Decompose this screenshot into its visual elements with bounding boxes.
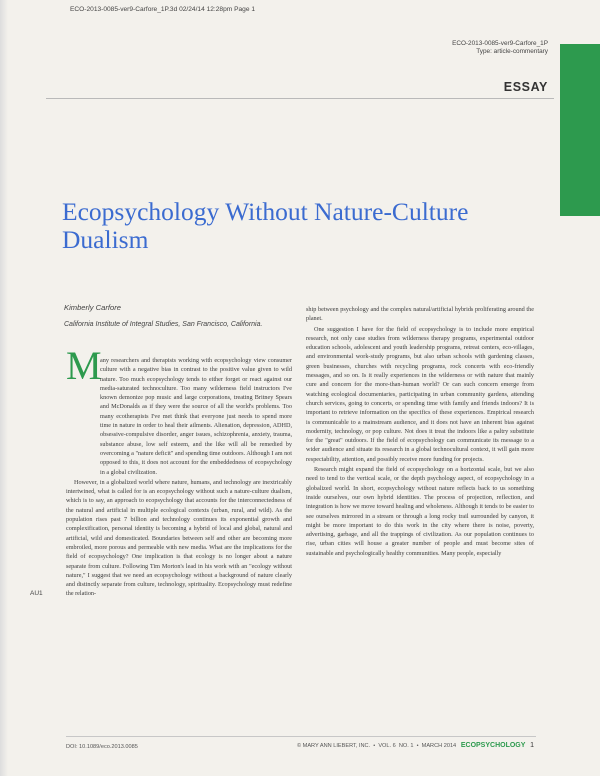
section-color-bar: [560, 44, 600, 216]
paragraph: ship between psychology and the complex natural/artificial hybrids proliferating around the planet.: [306, 306, 534, 323]
author-name: Kimberly Carfore: [64, 303, 121, 312]
paragraph: However, in a globalized world where nature, humans, and technology are inextricably intertwined, what is called for is an ecopsychology without such a nature-culture dualism, which is to say, an approach to ecopsychology that accounts for the interconnectedness of the natural and artificial in multiple ecological contexts (urban, rural, and wild). As the population rises past 7 billion and technology continues its exponential growth and complexification, personal identity is becoming a hybrid of local and global, natural and artificial, wild and domesticated. Boundaries between self and other are becoming more embroiled, more porous and permeable with new media. What are the implications for the field of ecopsychology? One implication is that ecology is no longer about a nature separate from culture. Following Tim Morton's lead in his work with an "ecology without nature," I suggest that we need an ecopsychology without a background of nature clearly and distinctly separate from culture, technology, spirituality. Ecopsychology must redefine the relation-: [66, 478, 292, 598]
right-column: [306, 305, 534, 559]
footer-citation: © MARY ANN LIEBERT, INC. • VOL. 6 NO. 1 • MARCH 2014 ECOPSYCHOLOGY 1: [296, 742, 534, 749]
journal-name: ECOPSYCHOLOGY: [460, 742, 526, 749]
paragraph: Research might expand the field of ecopsychology on a horizontal scale, but we also need to tend to the vertical scale, or the depth psychology aspect, of ecopsychology in a globalized world. In short, ecopsychology without nature reflects back to us something inside ourselves, our own hybrid identities. The process of projection, reflection, and integration is how we move toward healing and wholeness. Although it tends to be easier to see ourselves mirrored in a stream or through a long rocky trail surrounded by canyon, it might be more important to do this work in the city where there is noise, poverty, advertising, garbage, and all the trappings of civilization. As our population continues to rise, urban cities will house a greater number of people and must become sites of sustainable and psychologically healthy communities. Many people, especially: [306, 466, 534, 557]
author-query-marker: AU1: [30, 590, 43, 597]
section-label: ESSAY: [503, 80, 548, 94]
document-id: [368, 40, 548, 57]
issue: NO. 1: [398, 743, 414, 749]
publisher: © MARY ANN LIEBERT, INC.: [296, 743, 371, 749]
volume: VOL. 6: [378, 743, 396, 749]
footer-rule: [66, 736, 536, 737]
print-header: ECO-2013-0085-ver9-Carfore_1P.3d 02/24/14 12:28pm Page 1: [70, 6, 255, 13]
author-affiliation: California Institute of Integral Studies, San Francisco, California.: [64, 321, 263, 328]
scan-binding-shadow: [0, 0, 8, 776]
document-type: Type: article-commentary: [476, 48, 548, 56]
date: MARCH 2014: [421, 743, 457, 749]
page-number: 1: [530, 742, 534, 749]
paragraph: One suggestion I have for the field of ecopsychology is to include more empirical research, not only case studies from wilderness therapy programs, experimental outdoor education schools, adolescent and youth leadership programs, retreat centers, eco-villages, and environmental work-study programs, but also urban schools with gardening classes, green businesses, churches with recycling programs, rock concerts with eco-friendly messages, and so on. Is it really experiences in the wilderness or with nature that mainly cure and concern for the more-than-human world? Or can such concern emerge from watching ecological documentaries, participating in urban community gardens, attending church services, going to concerts, or spending time with family and friends indoors? It is important to retrieve information on the specifics of these experiences. Empirical research is communicable to a mainstream audience, and it does not have an inherent bias against modernity, technology, or pop culture. Not does it treat the indoors like a paltry substitute for the "great" outdoors. If the field of ecopsychology can communicate its message to a wider audience and situate its research in a global technocultural context, it will gain more respectability, attention, and possibly receive more funding for projects.: [306, 325, 534, 463]
doi: DOI: 10.1089/eco.2013.0085: [66, 744, 138, 750]
left-column: [66, 356, 292, 600]
paragraph: any researchers and therapists working with ecopsychology view consumer culture with a negative bias in contrast to the positive value given to wild nature. Too much ecopsychology tends to either forget or react against our media-saturated technoculture. Too many wilderness field instructors I've known demonize pop music and large corporations, treating Britney Spears and McDonalds as if they were the source of all the world's problems. Too many ecotherapists I've met think that everyone just needs to spend more time in nature in order to heal their ailments. Alienation, depression, ADHD, obsessive-compulsive disorder, anger issues, schizophrenia, anxiety, trauma, substance abuse, low self esteem, and the like will all be remedied by overcoming a "nature deficit" and spending time outdoors. Although I am not opposed to this, it does not account for the embeddedness of ecopsychology in a global civilization.: [100, 357, 292, 476]
header-rule: [46, 98, 554, 99]
article-title: Ecopsychology Without Nature-Culture Dualism: [62, 197, 469, 254]
drop-cap: M: [66, 343, 102, 388]
document-id-code: ECO-2013-0085-ver9-Carfore_1P: [452, 40, 548, 47]
